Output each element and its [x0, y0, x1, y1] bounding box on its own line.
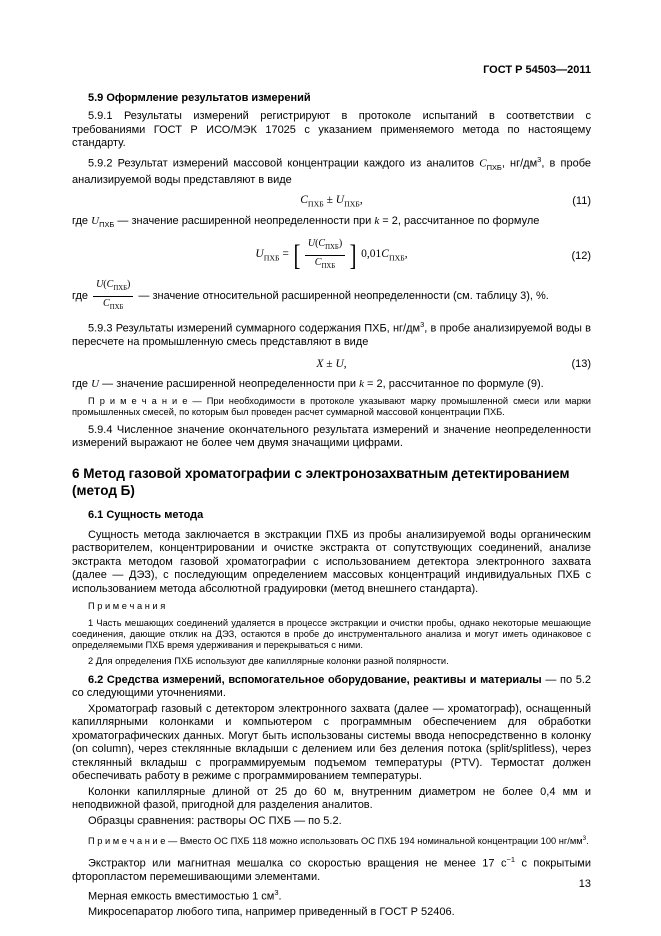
fraction-numerator: $U(С_{ПХБ})$: [305, 238, 345, 256]
paragraph-microseparator: Микросепаратор любого типа, например приведенный в ГОСТ Р 52406.: [88, 906, 455, 919]
paragraph-capillary-columns: Колонки капиллярные длиной от 25 до 60 м, внутренним диаметром не более 0,4 мм и неподвижной фазой, пригодной для разделения аналитов.: [72, 785, 591, 812]
paragraph-5-9-3: 5.9.3 Результаты измерений суммарного содержания ПХБ, $нг/дм^3$, в пробе анализируемой воды в пересчете на промышленную смесь представляют в виде: [72, 320, 591, 349]
formula-12-lhs: $U_{ПХБ}$ =: [255, 248, 289, 263]
paragraph-6-2: 6.2 Средства измерений, вспомогательное оборудование, реактивы и материалы — по 5.2 со следующими уточнениями.: [72, 673, 591, 700]
inline-fraction: [93, 279, 133, 314]
paragraph-5-9-1: 5.9.1 Результаты измерений регистрируют в протоколе испытаний в соответствии с требованиями ГОСТ Р ИСО/МЭК 17025 с указанием применяемого метода по настоящему стандарту.: [72, 110, 591, 149]
formula-13-expression: X ± U,: [316, 357, 347, 370]
notes-heading: П р и м е ч а н и я: [88, 601, 166, 612]
fraction-denominator: $С_{ПХБ}$: [314, 257, 336, 271]
page-number: 13: [578, 878, 591, 890]
right-bracket: ]: [349, 238, 357, 272]
formula-11-expression: $С_{ПХБ} \pm U_{ПХБ}$,: [300, 194, 363, 209]
paragraph-measuring-vessel: Мерная емкость вместимостью 1 $см^3$.: [88, 888, 282, 903]
note-5-9-3: П р и м е ч а н и е — При необходимости в протоколе указывают марку промышленной смеси или марки промышленных смесей, по которым был проведен расчет суммарной массовой концентрации ПХБ.: [72, 396, 591, 418]
formula-12-rhs: $0,01С_{ПХБ}$,: [361, 248, 408, 263]
where-text: — значение относительной расширенной неопределенности (см. таблицу 3), %.: [138, 289, 549, 302]
formula-13-number: (13): [571, 357, 591, 370]
paragraph-reference-samples: Образцы сравнения: растворы ОС ПХБ — по 5.2.: [88, 814, 342, 827]
note-6-2: П р и м е ч а н и е — Вместо ОС ПХБ 118 можно использовать ОС ПХБ 194 номинальной концентрации 100 $нг/мм^3$.: [88, 835, 589, 847]
formula-12-fraction: [305, 238, 345, 273]
document-header: [72, 64, 591, 76]
paragraph-5-9-2: 5.9.2 Результат измерений массовой концентрации каждого из аналитов $С_{ПХБ}$, $нг/дм^3$, в пробе анализируемой воды представляют в виде: [72, 154, 591, 186]
left-bracket: [: [293, 238, 301, 272]
note-2: 2 Для определения ПХБ используют две капиллярные колонки разной полярности.: [88, 656, 449, 667]
paragraph-extractor: Экстрактор или магнитная мешалка со скоростью вращения не менее 17 $с^{-1}$ с покрытыми фторопластом перемешивающими элементами.: [72, 854, 591, 883]
heading-section-6: 6 Метод газовой хроматографии с электронозахватным детектированием (метод Б): [72, 465, 570, 498]
formula-12-number: (12): [571, 249, 591, 262]
note-1: 1 Часть мешающих соединений удаляется в процессе экстракции и очистки пробы, однако некоторые мешающие соединения, дающие отклик на ДЭЗ, остаются в пробе до инструментального анализа и могут иметь одинаковое с определяемыми ПХБ время удерживания и перекрываться с ними.: [72, 617, 591, 651]
where-label: где: [72, 289, 89, 302]
paragraph-essence-of-method: Сущность метода заключается в экстракции ПХБ из пробы анализируемой воды органическим растворителем, концентрировании и очистке экстракта от сопутствующих соединений, анализе экстракта методом газовой хроматографии с использованием детектора электронного захвата (далее — ДЭЗ), с последующим определением массовых концентраций индивидуальных ПХБ с использованием метода абсолютной градуировки (метод внешнего стандарта).: [72, 528, 591, 595]
formula-11-number: (11): [572, 195, 591, 208]
standard-number: ГОСТ Р 54503—2011: [483, 64, 591, 76]
formula-12: [72, 238, 591, 273]
formula-12-expression: [255, 238, 407, 273]
heading-5-9: 5.9 Оформление результатов измерений: [88, 92, 311, 104]
paragraph-where-u: где U — значение расширенной неопределенности при k = 2, рассчитанное по формуле (9).: [72, 377, 544, 390]
paragraph-chromatograph: Хроматограф газовый с детектором электронного захвата (далее — хроматограф), оснащенный капиллярными колонками и компьютером с программным обеспечением для обработки хроматографических данных. Могут быть использованы системы ввода непосредственно в колонку (on column), через стеклянные вкладыши с делением или без деления потока (split/splitless), через стеклянный вкладыш с программируемым подъемом температуры (PTV). Термостат должен обеспечивать работу в режиме с программированием температуры.: [72, 702, 591, 783]
fraction-numerator: $U(С_{ПХБ})$: [93, 279, 133, 297]
paragraph-where-u-pcb: где $U_{ПХБ}$ — значение расширенной неопределенности при k = 2, рассчитанное по формуле: [72, 215, 540, 230]
paragraph-5-9-4: 5.9.4 Численное значение окончательного результата измерений и значение неопределенности измерений выражают не более чем двумя значащими цифрами.: [72, 423, 591, 450]
paragraph-where-relative-uncertainty: [72, 279, 591, 314]
formula-13: [72, 356, 591, 372]
formula-11: [72, 193, 591, 209]
fraction-denominator: $С_{ПХБ}$: [103, 298, 124, 312]
heading-6-1: 6.1 Сущность метода: [88, 508, 204, 521]
